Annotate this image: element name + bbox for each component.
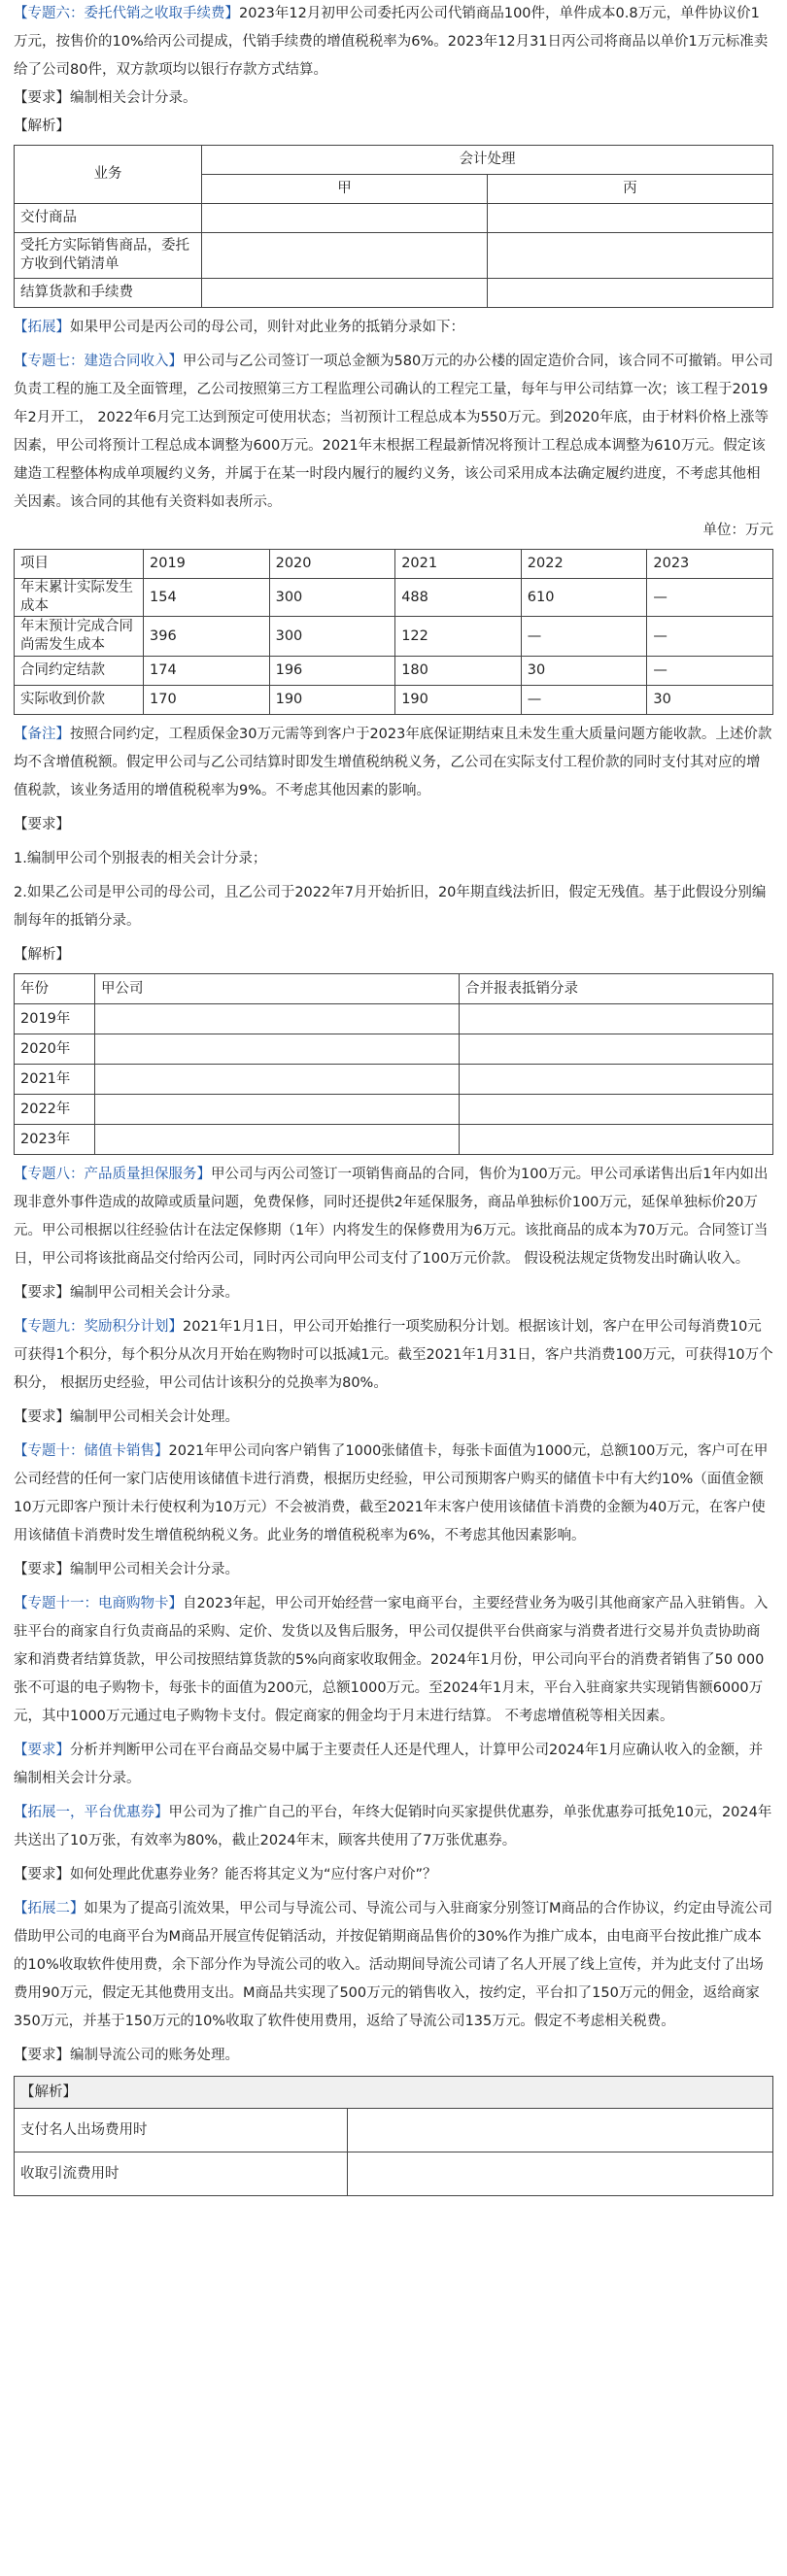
topic7-cell: 30: [647, 686, 773, 715]
topic7-cell: 196: [269, 657, 395, 686]
topic7-answer-cell: [460, 1095, 773, 1125]
topic7-answer-year: 2021年: [15, 1065, 95, 1095]
topic7-answer-cell: [95, 1125, 460, 1155]
topic9-requirement: 【要求】编制甲公司相关会计处理。: [14, 1409, 239, 1425]
topic11-answer-table: [14, 2076, 773, 2196]
topic11-paragraph: [14, 1590, 773, 1731]
topic7-th: 2020: [269, 550, 395, 579]
topic7-th: 2022: [521, 550, 647, 579]
topic7-answer-cell: [95, 1065, 460, 1095]
topic11-ext2-text: 如果为了提高引流效果，甲公司与导流公司、导流公司与入驻商家分别签订M商品的合作协议，约定由导流公司借助甲公司的电商平台为M商品开展宣传促销活动，并按促销期商品售价的30%作为推广成本，由电商平台按此推广成本的10%收取软件使用费，余下部分作为导流公司的收入。活动期间导流公司请了名人开展了线上宣传，并为此支付了出场费用90万元，假定无其他费用支出。M商品共实现了500万元的销售收入，按约定，平台扣了150万元的佣金，返给商家350万元，并基于150万元的10%收取了软件使用费用，返给了导流公司135万元。假定不考虑相关税费。: [14, 1901, 773, 2029]
topic7-th: 2021: [395, 550, 522, 579]
topic11-analysis-label: 【解析】: [15, 2077, 773, 2109]
topic11-tag: 【专题十一：电商购物卡】: [14, 1596, 183, 1611]
topic11-cell: [348, 2152, 773, 2196]
topic7-cell: 154: [144, 579, 270, 617]
topic7-answer-cell: [95, 1095, 460, 1125]
topic7-answer-cell: [460, 1034, 773, 1065]
topic7-cell: 488: [395, 579, 522, 617]
topic6-text: 2023年12月初甲公司委托丙公司代销商品100件，单件成本0.8万元，单件协议价1万元，按售价的10%给丙公司提成，代销手续费的增值税税率为6%。2023年12月31日丙公司将商品以单价1万元标准卖给了公司80件，双方款项均以银行存款方式结算。: [14, 6, 769, 78]
topic7-cell: —: [521, 617, 647, 657]
topic9-section: [14, 1313, 773, 1432]
topic7-cell: —: [647, 579, 773, 617]
topic6-extension: [14, 314, 773, 342]
topic7-answer-cell: [460, 1065, 773, 1095]
topic11-requirement-final: 【要求】编制导流公司的账务处理。: [14, 2048, 239, 2063]
topic7-answer-header-year: 年份: [15, 974, 95, 1004]
topic11-row-label: 支付名人出场费用时: [15, 2109, 348, 2152]
topic6-tag: 【专题六：委托代销之收取手续费】: [14, 6, 239, 21]
topic7-th: 2019: [144, 550, 270, 579]
topic6-header-business: 业务: [15, 146, 202, 204]
topic7-cell: 300: [269, 617, 395, 657]
topic9-text: 2021年1月1日，甲公司开始推行一项奖励积分计划。根据该计划，客户在甲公司每消费10元可获得1个积分，每个积分从次月开始在购物时可以抵减1元。截至2021年1月31日，客户共消费100万元，可获得10万个积分， 根据历史经验，甲公司估计该积分的兑换率为80%。: [14, 1319, 773, 1391]
topic7-answer-header-jia: 甲公司: [95, 974, 460, 1004]
topic11-req-tag: 【要求】: [14, 1743, 70, 1758]
topic7-cell: —: [647, 617, 773, 657]
topic6-cell: [202, 204, 488, 233]
topic7-answer-year: 2022年: [15, 1095, 95, 1125]
topic7-cell: 190: [395, 686, 522, 715]
topic7-note-text: 按照合同约定，工程质保金30万元需等到客户于2023年底保证期结束且未发生重大质量问题方能收款。上述价款均不含增值税额。假定甲公司与乙公司结算时即发生增值税纳税义务，乙公司在实际支付工程价款的同时支付其对应的增值税款，该业务适用的增值税税率为9%。不考虑其他因素的影响。: [14, 727, 772, 798]
topic10-tag: 【专题十：储值卡销售】: [14, 1443, 169, 1459]
topic7-cell: 174: [144, 657, 270, 686]
topic7-answer-cell: [95, 1034, 460, 1065]
topic7-th: 项目: [15, 550, 144, 579]
topic7-row-label: 合同约定结款: [15, 657, 144, 686]
topic7-cell: 170: [144, 686, 270, 715]
topic11-cell: [348, 2109, 773, 2152]
topic11-extension-1: [14, 1799, 773, 1855]
topic9-paragraph: [14, 1313, 773, 1398]
topic7-th: 2023: [647, 550, 773, 579]
topic11-extension-2: [14, 1895, 773, 2036]
topic7-answer-cell: [95, 1004, 460, 1034]
topic8-text: 甲公司与丙公司签订一项销售商品的合同，售价为100万元。甲公司承诺售出后1年内如出现非意外事件造成的故障或质量问题，免费保修，同时还提供2年延保服务，商品单独标价100万元，延保单独标价20万元。甲公司根据以往经验估计在法定保修期（1年）内将发生的保修费用为6万元。该批商品的成本为70万元。合同签订当日，甲公司将该批商品交付给丙公司，同时丙公司向甲公司支付了100万元价款。 假设税法规定货物发出时确认收入。: [14, 1167, 769, 1267]
topic6-cell: [202, 233, 488, 279]
topic6-section: [14, 0, 773, 342]
topic6-header-accounting: 会计处理: [202, 146, 773, 175]
topic10-requirement: 【要求】编制甲公司相关会计分录。: [14, 1562, 239, 1577]
topic7-answer-cell: [460, 1125, 773, 1155]
topic6-cell: [488, 279, 773, 308]
topic10-text: 2021年甲公司向客户销售了1000张储值卡，每张卡面值为1000元，总额100万元，客户可在甲公司经营的任何一家门店使用该储值卡进行消费，根据历史经验，甲公司预期客户购买的储值卡中有大约10%（面值金额10万元即客户预计未行使权利为10万元）不会被消费，截至2021年末客户使用该储值卡消费的金额为40万元，在客户使用该储值卡消费时发生增值税纳税义务。此业务的增值税税率为6%，不考虑其他因素影响。: [14, 1443, 769, 1543]
topic7-note-tag: 【备注】: [14, 727, 70, 742]
topic7-cell: —: [647, 657, 773, 686]
topic7-row-label: 实际收到价款: [15, 686, 144, 715]
topic7-paragraph: [14, 348, 773, 517]
topic7-cell: 190: [269, 686, 395, 715]
topic7-answer-year: 2023年: [15, 1125, 95, 1155]
topic6-row-label: 结算货款和手续费: [15, 279, 202, 308]
topic7-text: 甲公司与乙公司签订一项总金额为580万元的办公楼的固定造价合同，该合同不可撤销。甲公司负责工程的施工及全面管理，乙公司按照第三方工程监理公司确认的工程完工量，每年与甲公司结算一次；该工程于2019年2月开工， 2022年6月完工达到预定可使用状态；当初预计工程总成本为550万元。到2020年底，由于材料价格上涨等因素，甲公司将预计工程总成本调整为600万元。2021年末根据工程最新情况将预计工程总成本调整为610万元。假定该建造工程整体构成单项履约义务，并属于在某一时段内履行的履约义务，该公司采用成本法确定履约进度，不考虑其他相关因素。该合同的其他有关资料如表所示。: [14, 354, 773, 510]
topic11-ext2-tag: 【拓展二】: [14, 1901, 85, 1916]
topic7-cell: 180: [395, 657, 522, 686]
topic7-tag: 【专题七：建造合同收入】: [14, 354, 183, 369]
topic7-cell: 122: [395, 617, 522, 657]
topic7-section: [14, 348, 773, 1155]
topic6-requirement: 【要求】编制相关会计分录。: [14, 90, 197, 106]
topic7-data-table: [14, 549, 773, 715]
topic6-cell: [488, 204, 773, 233]
topic10-section: [14, 1438, 773, 1584]
topic11-ext1-tag: 【拓展一，平台优惠券】: [14, 1805, 169, 1820]
topic6-row-label: 受托方实际销售商品，委托方收到代销清单: [15, 233, 202, 279]
topic10-paragraph: [14, 1438, 773, 1550]
topic11-row-label: 收取引流费用时: [15, 2152, 348, 2196]
topic7-cell: 30: [521, 657, 647, 686]
topic7-answer-year: 2019年: [15, 1004, 95, 1034]
topic6-header-jia: 甲: [202, 175, 488, 204]
topic7-unit: 单位：万元: [702, 523, 773, 538]
topic7-analysis-label: 【解析】: [14, 947, 70, 963]
topic8-paragraph: [14, 1161, 773, 1273]
topic9-tag: 【专题九：奖励积分计划】: [14, 1319, 183, 1335]
topic7-cell: 396: [144, 617, 270, 657]
topic7-cell: 610: [521, 579, 647, 617]
topic11-text: 自2023年起，甲公司开始经营一家电商平台，主要经营业务为吸引其他商家产品入驻销售。入驻平台的商家自行负责商品的采购、定价、发货以及售后服务，甲公司仅提供平台供商家与消费者进行交易并负责协助商家和消费者结算货款，甲公司按照结算货款的5%向商家收取佣金。2024年1月份，甲公司向平台的消费者销售了50 000张不可退的电子购物卡，每张卡的面值为200元，总额1000万元。至2024年1月末，平台入驻商家共实现销售额6000万元，其中1000万元通过电子购物卡支付。假定商家的佣金均于月末进行结算。 不考虑增值税等相关因素。: [14, 1596, 769, 1724]
topic6-analysis-label: 【解析】: [14, 119, 70, 134]
topic6-row-label: 交付商品: [15, 204, 202, 233]
topic7-requirement: 【要求】: [14, 817, 70, 832]
topic11-ext1-text: 甲公司为了推广自己的平台，年终大促销时向买家提供优惠券，单张优惠券可抵免10元，2024年共送出了10万张，有效率为80%，截止2024年末，顾客共使用了7万张优惠券。: [14, 1805, 772, 1848]
topic7-cell: 300: [269, 579, 395, 617]
topic11-ext1-requirement: 【要求】如何处理此优惠券业务？能否将其定义为“应付客户对价”？: [14, 1867, 437, 1882]
topic8-tag: 【专题八：产品质量担保服务】: [14, 1167, 211, 1182]
topic11-section: [14, 1590, 773, 2196]
topic7-requirement-2: 2.如果乙公司是甲公司的母公司，且乙公司于2022年7月开始折旧，20年期直线法折旧，假定无残值。基于此假设分别编制每年的抵销分录。: [14, 885, 767, 929]
topic7-answer-header-merge: 合并报表抵销分录: [460, 974, 773, 1004]
topic7-note: [14, 721, 773, 805]
topic7-answer-cell: [460, 1004, 773, 1034]
topic6-cell: [488, 233, 773, 279]
topic6-paragraph: [14, 0, 773, 85]
topic7-row-label: 年末预计完成合同尚需发生成本: [15, 617, 144, 657]
topic8-section: [14, 1161, 773, 1307]
topic6-header-bing: 丙: [488, 175, 773, 204]
topic7-cell: —: [521, 686, 647, 715]
topic7-row-label: 年末累计实际发生成本: [15, 579, 144, 617]
topic6-ext-text: 如果甲公司是丙公司的母公司，则针对此业务的抵销分录如下：: [70, 320, 464, 335]
topic6-cell: [202, 279, 488, 308]
topic11-req-text: 分析并判断甲公司在平台商品交易中属于主要责任人还是代理人，计算甲公司2024年1月应确认收入的金额，并编制相关会计分录。: [14, 1743, 764, 1786]
topic6-ext-tag: 【拓展】: [14, 320, 70, 335]
topic7-requirement-1: 1.编制甲公司个别报表的相关会计分录；: [14, 851, 267, 866]
topic11-requirement: [14, 1737, 773, 1793]
topic7-answer-table: [14, 973, 773, 1155]
topic6-table: [14, 145, 773, 308]
topic7-answer-year: 2020年: [15, 1034, 95, 1065]
topic8-requirement: 【要求】编制甲公司相关会计分录。: [14, 1285, 239, 1301]
